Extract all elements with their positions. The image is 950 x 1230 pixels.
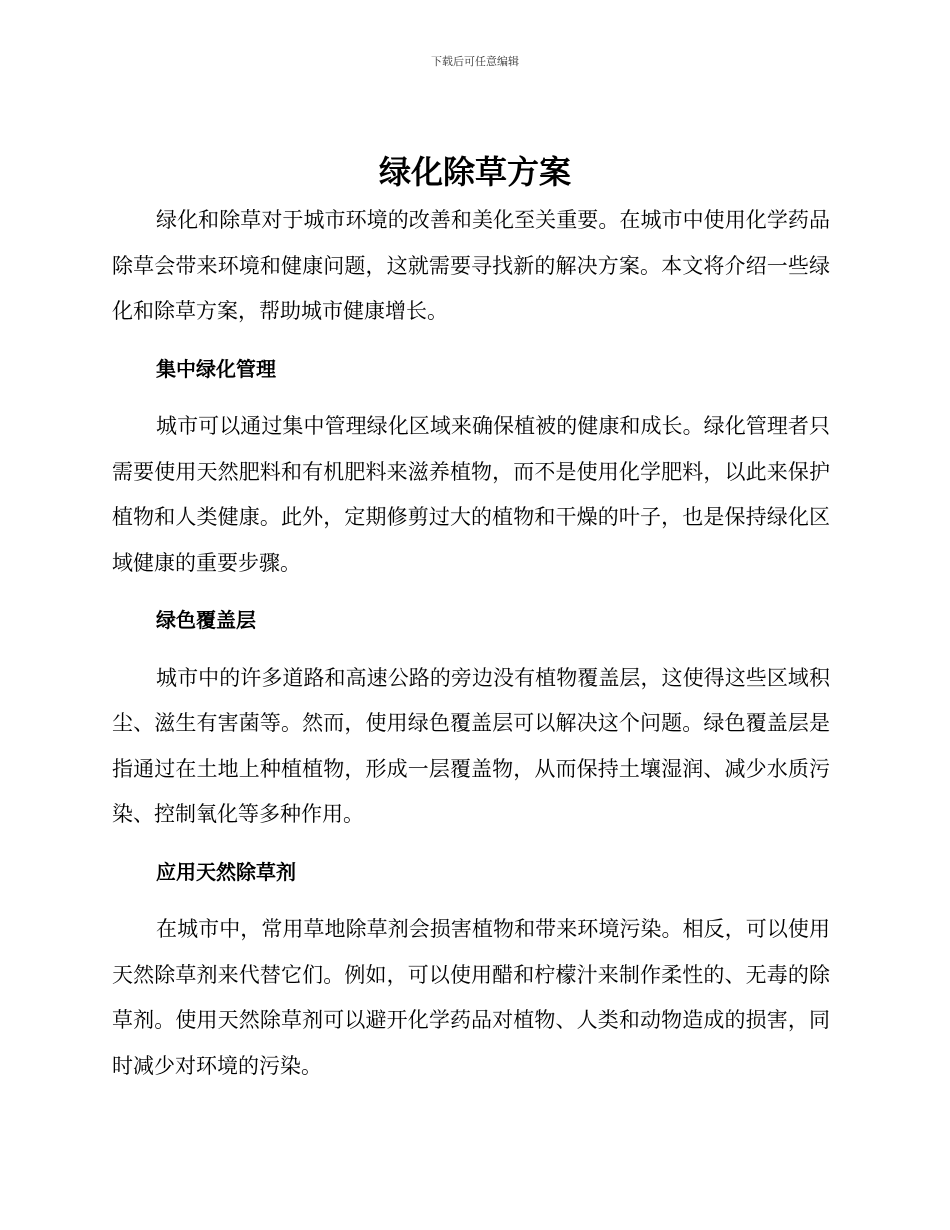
section-heading-natural-herbicide: 应用天然除草剂: [156, 859, 296, 884]
section-body-green-cover: 城市中的许多道路和高速公路的旁边没有植物覆盖层，这使得这些区域积尘、滋生有害菌等。然而，使用绿色覆盖层可以解决这个问题。绿色覆盖层是指通过在土地上种植植物，形成一层覆盖物，从而保持土壤湿润、减少水质污染、控制氧化等多种作用。: [112, 665, 830, 826]
section-body-centralized-management: 城市可以通过集中管理绿化区域来确保植被的健康和成长。绿化管理者只需要使用天然肥料和有机肥料来滋养植物，而不是使用化学肥料，以此来保护植物和人类健康。此外，定期修剪过大的植物和干燥的叶子，也是保持绿化区域健康的重要步骤。: [112, 414, 830, 575]
document-body: [112, 198, 830, 1089]
intro-paragraph: 绿化和除草对于城市环境的改善和美化至关重要。在城市中使用化学药品除草会带来环境和健康问题，这就需要寻找新的解决方案。本文将介绍一些绿化和除草方案，帮助城市健康增长。: [112, 208, 830, 323]
section-heading-centralized-management: 集中绿化管理: [156, 356, 276, 381]
section-heading-green-cover: 绿色覆盖层: [156, 608, 256, 632]
section-body-natural-herbicide: 在城市中，常用草地除草剂会损害植物和带来环境污染。相反，可以使用天然除草剂来代替它们。例如，可以使用醋和柠檬汁来制作柔性的、无毒的除草剂。使用天然除草剂可以避开化学药品对植物、人类和动物造成的损害，同时减少对环境的污染。: [112, 917, 830, 1078]
page-header-note: 下载后可任意编辑: [431, 55, 519, 68]
document-title: 绿化除草方案: [378, 153, 571, 191]
